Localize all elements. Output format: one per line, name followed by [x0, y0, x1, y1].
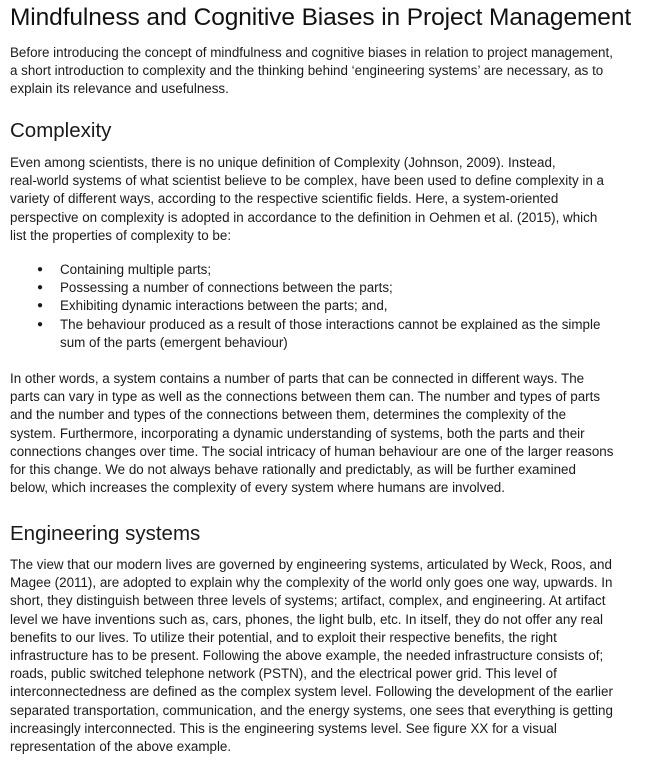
text-line: variety of different ways, according to the respective scientific fields. Here, a system-oriented — [10, 191, 559, 207]
list-item-text: Possessing a number of connections between the parts; — [60, 280, 393, 296]
list-item-text: Exhibiting dynamic interactions between the parts; and, — [60, 298, 388, 314]
list-item — [10, 297, 600, 315]
text-line: parts can vary in type as well as the connections between them can. The number and types of parts — [10, 389, 601, 405]
text-line: perspective on complexity is adopted in accordance to the definition in Oehmen et al. (2015), which — [10, 209, 598, 225]
text-line: and the number and types of the connections between them, determines the complexity of the — [10, 407, 567, 423]
list-item-text: Containing multiple parts; — [60, 262, 212, 277]
text-line: for this change. We do not always behave rationally and predictably, as will be further examined — [10, 462, 576, 478]
text-line: In other words, a system contains a number of parts that can be connected in different ways. The — [10, 371, 585, 386]
text-line: interconnectedness are defined as the complex system level. Following the development of the earlier — [10, 684, 613, 700]
text-line: infrastructure has to be present. Following the above example, the needed infrastructure consists of; — [10, 648, 604, 664]
bullet-icon: ● — [37, 300, 44, 312]
text-line: below, which increases the complexity of every system where humans are involved. — [10, 480, 505, 496]
text-line: real-world systems of what scientist believe to be complex, have been used to define complexity in a — [10, 173, 604, 189]
text-line: explain its relevance and usefulness. — [10, 81, 229, 97]
text-line: benefits to our lives. To utilize their potential, and to exploit their respective benefits, the right — [10, 629, 557, 645]
complexity-paragraph-1 — [10, 154, 604, 245]
list-item — [10, 261, 600, 279]
text-line: Magee (2011), are adopted to explain why the complexity of the world only goes one way, upwards. In — [10, 575, 613, 591]
intro-paragraph — [10, 44, 613, 99]
bullet-icon: ● — [37, 264, 44, 275]
text-line: a short introduction to complexity and the thinking behind ‘engineering systems’ are necessary, as to — [10, 63, 604, 79]
engineering-systems-paragraph — [10, 556, 613, 756]
list-item-text: The behaviour produced as a result of those interactions cannot be explained as the simple — [60, 316, 601, 332]
section-heading-engineering-systems: Engineering systems — [10, 522, 201, 545]
text-line: list the properties of complexity to be: — [10, 227, 232, 243]
list-item-text: sum of the parts (emergent behaviour) — [60, 334, 288, 350]
section-heading-complexity: Complexity — [10, 119, 112, 142]
bullet-icon: ● — [37, 318, 44, 330]
text-line: system. Furthermore, incorporating a dynamic understanding of systems, both the parts and their — [10, 425, 585, 441]
text-line: increasingly interconnected. This is the engineering systems level. See figure XX for a visual — [10, 720, 557, 736]
bullet-icon: ● — [37, 282, 44, 294]
text-line: Before introducing the concept of mindfulness and cognitive biases in relation to project management, — [10, 45, 613, 60]
text-line: level we have inventions such as, cars, phones, the light bulb, etc. In itself, they do not offer any real — [10, 611, 604, 627]
list-item — [10, 279, 600, 297]
text-line: connections changes over time. The social intricacy of human behaviour are one of the larger reasons — [10, 443, 614, 459]
text-line: short, they distinguish between three levels of systems; artifact, complex, and engineering. At artifact — [10, 593, 606, 609]
text-line: roads, public switched telephone network (PSTN), and the electrical power grid. This level of — [10, 666, 557, 682]
text-line: Even among scientists, there is no unique definition of Complexity (Johnson, 2009). Instead, — [10, 155, 556, 170]
document-title: Mindfulness and Cognitive Biases in Project Management — [10, 4, 632, 31]
text-line: representation of the above example. — [10, 739, 232, 755]
list-item — [10, 316, 600, 352]
complexity-properties-list — [10, 261, 600, 352]
complexity-paragraph-2 — [10, 370, 613, 497]
text-line: The view that our modern lives are governed by engineering systems, articulated by Weck, Roos, and — [10, 557, 612, 572]
text-line: separated transportation, communication, and the energy systems, one sees that everything is getting — [10, 702, 613, 718]
